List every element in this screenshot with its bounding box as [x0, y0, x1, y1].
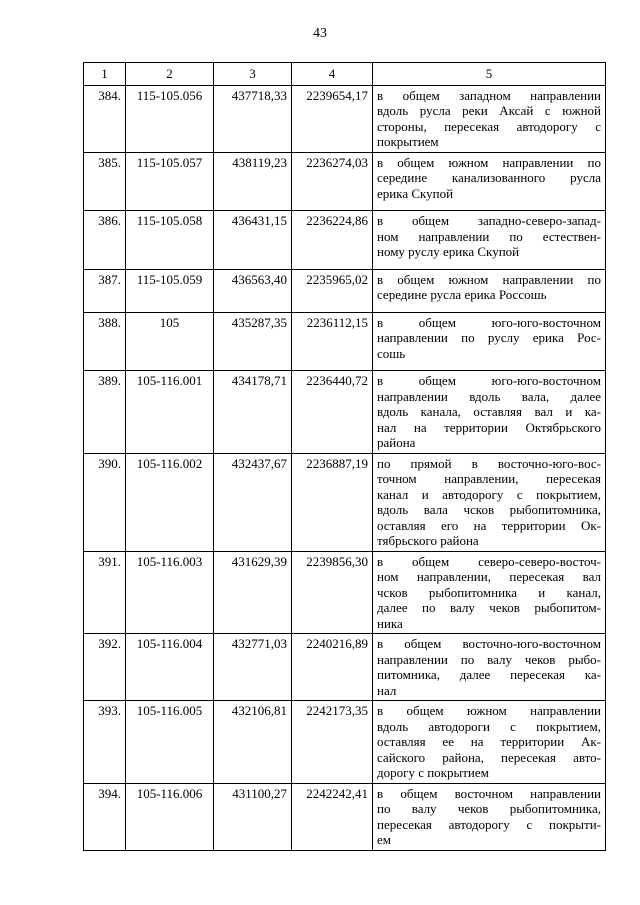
description-line: в общем западно-северо-запад-	[377, 213, 601, 228]
point-code-cell: 105-116.006	[126, 783, 214, 850]
description-line: нал на территории Октябрьского	[377, 419, 601, 435]
table-header-row	[84, 63, 606, 86]
description-cell	[373, 453, 606, 551]
y-coordinate-cell: 2235965,02	[292, 269, 373, 312]
table-row	[84, 634, 606, 701]
y-coordinate-cell: 2239654,17	[292, 85, 373, 152]
description-line: вдоль канала, оставляя вал и ка-	[377, 404, 601, 419]
description-line: стороны, пересекая автодорогу с	[377, 118, 601, 134]
description-cell	[373, 211, 606, 270]
description-line: ном направлении, пересекая вал	[377, 569, 601, 584]
description-line: района	[377, 435, 416, 450]
point-code-cell: 115-105.059	[126, 269, 214, 312]
row-number-cell: 394.	[84, 783, 126, 850]
table-row	[84, 312, 606, 371]
row-number-cell: 389.	[84, 371, 126, 454]
description-line: точном направлении, пересекая	[377, 471, 601, 486]
point-code-cell: 105-116.005	[126, 701, 214, 784]
point-code-cell: 115-105.058	[126, 211, 214, 270]
description-line: направлении вдоль вала, далее	[377, 388, 601, 404]
row-number-cell: 385.	[84, 152, 126, 211]
description-cell	[373, 269, 606, 312]
row-number-cell: 391.	[84, 551, 126, 634]
column-header: 2	[126, 63, 214, 86]
y-coordinate-cell: 2242173,35	[292, 701, 373, 784]
description-line: в общем северо-северо-восточ-	[377, 553, 601, 569]
row-number-cell: 392.	[84, 634, 126, 701]
point-code-cell: 105-116.002	[126, 453, 214, 551]
description-line: в общем восточном направлении	[377, 785, 601, 801]
x-coordinate-cell: 438119,23	[214, 152, 292, 211]
x-coordinate-cell: 437718,33	[214, 85, 292, 152]
x-coordinate-cell: 432437,67	[214, 453, 292, 551]
row-number-cell: 384.	[84, 85, 126, 152]
page-number: 43	[313, 26, 327, 41]
x-coordinate-cell: 432106,81	[214, 701, 292, 784]
description-cell	[373, 85, 606, 152]
y-coordinate-cell: 2240216,89	[292, 634, 373, 701]
point-code-cell: 105-116.001	[126, 371, 214, 454]
description-line: в общем юго-юго-восточном	[377, 314, 601, 330]
x-coordinate-cell: 434178,71	[214, 371, 292, 454]
table-row	[84, 85, 606, 152]
table-row	[84, 152, 606, 211]
description-line: нал	[377, 682, 397, 698]
row-number-cell: 388.	[84, 312, 126, 371]
description-line: покрытием	[377, 134, 439, 149]
description-line: направлении по руслу ерика Рос-	[377, 330, 601, 345]
description-line: по валу чеков рыбопитомника,	[377, 801, 601, 816]
table-row	[84, 269, 606, 312]
description-line: середине русла ерика Россошь	[377, 287, 547, 302]
x-coordinate-cell: 432771,03	[214, 634, 292, 701]
description-cell	[373, 312, 606, 371]
boundary-table	[83, 62, 606, 851]
row-number-cell: 387.	[84, 269, 126, 312]
description-line: дорогу с покрытием	[377, 765, 489, 780]
description-cell	[373, 701, 606, 784]
description-line: ному руслу ерика Скупой	[377, 244, 520, 259]
description-line: сошь	[377, 345, 406, 361]
description-line: ерика Скупой	[377, 185, 454, 201]
x-coordinate-cell: 431629,39	[214, 551, 292, 634]
column-header: 4	[292, 63, 373, 86]
description-line: чсков рыбопитомника и канал,	[377, 584, 601, 600]
description-cell	[373, 634, 606, 701]
point-code-cell: 105	[126, 312, 214, 371]
point-code-cell: 115-105.057	[126, 152, 214, 211]
table-row	[84, 211, 606, 270]
description-line: оставляя ее на территории Ак-	[377, 734, 601, 749]
row-number-cell: 386.	[84, 211, 126, 270]
description-line: ем	[377, 832, 391, 847]
y-coordinate-cell: 2242242,41	[292, 783, 373, 850]
y-coordinate-cell: 2236224,86	[292, 211, 373, 270]
table-row	[84, 453, 606, 551]
point-code-cell: 115-105.056	[126, 85, 214, 152]
description-line: канал и автодорогу с покрытием,	[377, 486, 601, 502]
table-row	[84, 701, 606, 784]
description-line: вдоль автодороги с покрытием,	[377, 718, 601, 734]
description-line: вдоль вала чсков рыбопитомника,	[377, 502, 601, 517]
x-coordinate-cell: 436563,40	[214, 269, 292, 312]
table-row	[84, 371, 606, 454]
description-line: оставляя его на территории Ок-	[377, 517, 601, 533]
description-line: в общем южном направлении по	[377, 271, 601, 287]
description-line: ном направлении по естествен-	[377, 228, 601, 244]
description-line: пересекая автодорогу с покрыти-	[377, 816, 601, 832]
description-cell	[373, 783, 606, 850]
y-coordinate-cell: 2236274,03	[292, 152, 373, 211]
description-cell	[373, 551, 606, 634]
description-line: в общем южном направлении по	[377, 154, 601, 170]
description-line: тябрьского района	[377, 533, 479, 548]
description-line: далее по валу чеков рыбопитом-	[377, 600, 601, 615]
y-coordinate-cell: 2236887,19	[292, 453, 373, 551]
description-line: в общем восточно-юго-восточном	[377, 636, 601, 651]
description-line: вдоль русла реки Аксай с южной	[377, 103, 601, 118]
description-line: середине канализованного русла	[377, 170, 601, 185]
table-row	[84, 783, 606, 850]
description-line: ника	[377, 615, 403, 631]
column-header: 5	[373, 63, 606, 86]
y-coordinate-cell: 2236112,15	[292, 312, 373, 371]
column-header: 1	[84, 63, 126, 86]
description-cell	[373, 152, 606, 211]
description-line: в общем юго-юго-восточном	[377, 373, 601, 388]
description-cell	[373, 371, 606, 454]
row-number-cell: 393.	[84, 701, 126, 784]
table-row	[84, 551, 606, 634]
description-line: сайского района, пересекая авто-	[377, 749, 601, 765]
point-code-cell: 105-116.003	[126, 551, 214, 634]
y-coordinate-cell: 2239856,30	[292, 551, 373, 634]
y-coordinate-cell: 2236440,72	[292, 371, 373, 454]
description-line: в общем южном направлении	[377, 703, 601, 718]
column-header: 3	[214, 63, 292, 86]
point-code-cell: 105-116.004	[126, 634, 214, 701]
description-line: в общем западном направлении	[377, 87, 601, 103]
description-line: направлении по валу чеков рыбо-	[377, 651, 601, 667]
description-line: по прямой в восточно-юго-вос-	[377, 455, 601, 471]
row-number-cell: 390.	[84, 453, 126, 551]
description-line: питомника, далее пересекая ка-	[377, 667, 601, 682]
x-coordinate-cell: 436431,15	[214, 211, 292, 270]
x-coordinate-cell: 431100,27	[214, 783, 292, 850]
x-coordinate-cell: 435287,35	[214, 312, 292, 371]
